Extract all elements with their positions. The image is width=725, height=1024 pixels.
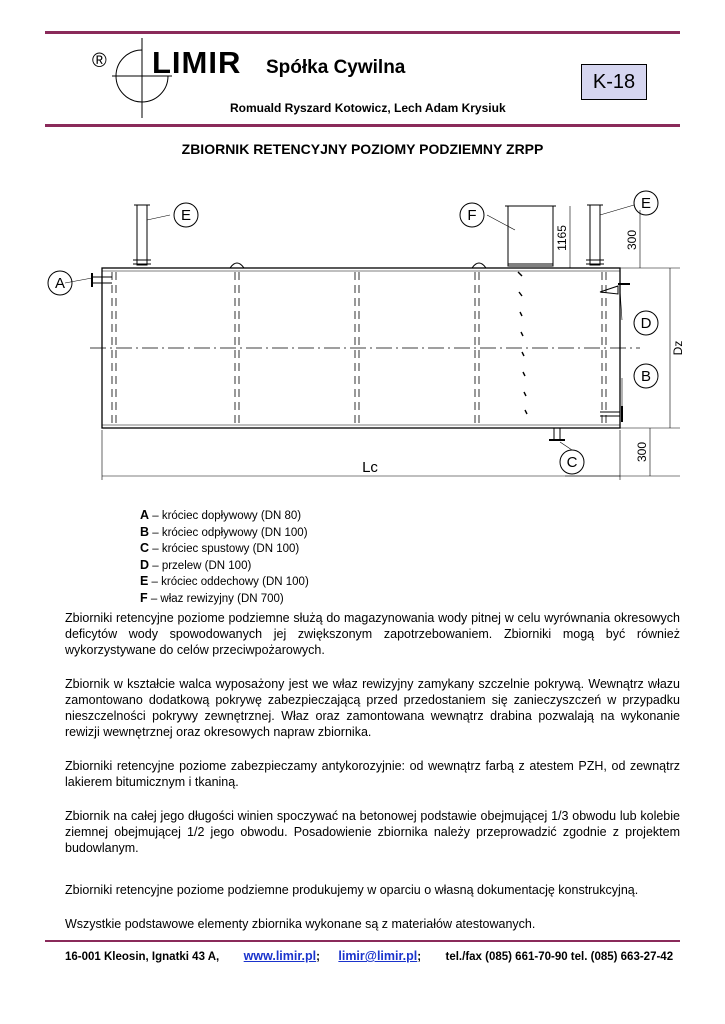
label-e-right: E <box>640 195 652 212</box>
legend-item: B – króciec odpływowy (DN 100) <box>140 524 308 539</box>
dim-lc: Lc <box>362 459 378 476</box>
legend-item: F – właz rewizyjny (DN 700) <box>140 590 284 605</box>
paragraph: Zbiornik w kształcie walca wyposażony jest we właz rewizyjny zamykany szczelnie pokrywą. Wewnątrz włazu zamontowano dodatkową pokrywę zabezpieczającą przed przedostaniem się zanieczyszczeń w przypadku nieszczelności pokrywy zewnętrznej. Właz oraz zamontowana wewnątrz drabina pozwalają na wykonanie rewizji wewnętrznej oraz okresowych napraw zbiornika. <box>65 677 680 739</box>
footer-address: 16-001 Kleosin, Ignatki 43 A, <box>65 951 220 963</box>
dim-300-bottom: 300 <box>635 441 649 463</box>
legend-item: A – króciec dopływowy (DN 80) <box>140 508 302 522</box>
authors: Romuald Ryszard Kotowicz, Lech Adam Krysiuk <box>230 101 506 115</box>
label-b: B <box>640 368 652 385</box>
legend <box>140 508 309 607</box>
website-link[interactable]: www.limir.pl <box>243 949 317 963</box>
legend-item: E – króciec oddechowy (DN 100) <box>140 574 309 588</box>
document-code: K-18 <box>581 64 647 100</box>
paragraph: Wszystkie podstawowe elementy zbiornika wykonane są z materiałów atestowanych. <box>65 917 536 931</box>
label-d: D <box>640 315 652 332</box>
paragraph: Zbiorniki retencyjne poziome podziemne produkujemy w oparciu o własną dokumentację konstrukcyjną. <box>65 883 639 897</box>
description <box>65 610 680 932</box>
email-link[interactable]: limir@limir.pl <box>338 949 418 963</box>
label-f: F <box>467 207 477 224</box>
dim-1165: 1165 <box>555 225 569 251</box>
dim-300-top: 300 <box>625 229 639 251</box>
label-a: A <box>54 275 66 292</box>
label-e-left: E <box>180 207 192 224</box>
paragraph: Zbiornik na całej jego długości winien spoczywać na betonowej podstawie obejmującej 1/3 obwodu lub kolebie ziemnej obejmującej 1/2 jego obwodu. Posadowienie zbiornika należy przeprowadzić zgodnie z projektem budowlanym. <box>65 809 680 855</box>
tank-drawing <box>40 180 690 500</box>
header-top-rule <box>45 31 680 34</box>
company-suffix: Spółka Cywilna <box>266 57 406 78</box>
document-title: ZBIORNIK RETENCYJNY POZIOMY PODZIEMNY ZRPP <box>181 141 544 157</box>
legend-item: C – króciec spustowy (DN 100) <box>140 541 300 555</box>
footer: 16-001 Kleosin, Ignatki 43 A, www.limir.pl; limir@limir.pl; tel./fax (085) 661-70-90 tel. (085) 663-27-42 <box>65 949 674 963</box>
footer-rule <box>45 940 680 942</box>
label-c: C <box>566 454 578 471</box>
registered-mark: ® <box>92 50 107 72</box>
footer-phones: tel./fax (085) 661-70-90 tel. (085) 663-27-42 <box>445 951 674 963</box>
company-logo-name: LIMIR <box>152 45 242 80</box>
paragraph: Zbiorniki retencyjne poziome podziemne służą do magazynowania wody pitnej w celu wyrównania okresowych deficytów wody spowodowanych jej zwiększonym zapotrzebowaniem. Zbiorniki mogą być również wykorzystywane do celów przeciwpożarowych. <box>65 611 680 657</box>
header-bottom-rule <box>45 124 680 127</box>
dim-dz: Dz <box>671 340 685 356</box>
legend-item: D – przelew (DN 100) <box>140 557 252 572</box>
paragraph: Zbiorniki retencyjne poziome zabezpieczamy antykorozyjnie: od wewnątrz farbą z atestem PZH, od zewnątrz lakierem bitumicznym i tkaniną. <box>65 759 680 789</box>
